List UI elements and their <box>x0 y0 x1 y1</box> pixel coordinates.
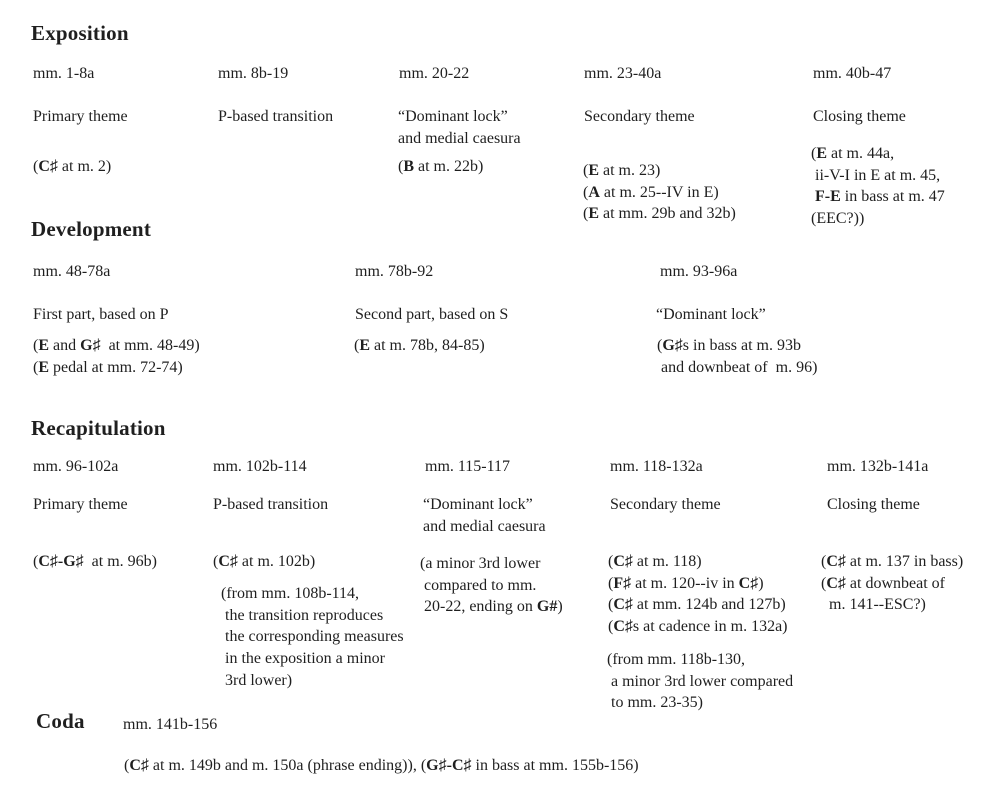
recapitulation-col3-notes <box>420 553 563 618</box>
text-line: “Dominant lock” <box>656 306 766 323</box>
recapitulation-col5-theme <box>827 494 920 516</box>
text-line: compared to mm. <box>420 576 537 594</box>
text-line: 20-22, ending on G#) <box>420 598 563 616</box>
development-col3-theme <box>656 304 766 326</box>
text-line: (C♯ at m. 2) <box>33 158 112 175</box>
text-line: (a minor 3rd lower <box>420 555 541 572</box>
text-line: First part, based on P <box>33 306 169 323</box>
exposition-col3-theme <box>398 106 521 149</box>
text-line: (E at mm. 29b and 32b) <box>583 205 736 223</box>
recapitulation-col2-measures: mm. 102b-114 <box>213 458 307 475</box>
recapitulation-col5-measures: mm. 132b-141a <box>827 458 929 475</box>
exposition-col5-theme <box>813 106 906 128</box>
text-line: Secondary theme <box>584 108 695 125</box>
text-line: (C♯ at m. 149b and m. 150a (phrase ending)), (G♯-C♯ in bass at mm. 155b-156) <box>124 757 639 774</box>
text-line: (C♯s at cadence in m. 132a) <box>608 618 788 636</box>
text-line: (E pedal at mm. 72-74) <box>33 358 183 376</box>
development-col2-measures: mm. 78b-92 <box>355 263 434 280</box>
text-line: Second part, based on S <box>355 306 509 323</box>
text-line: (A at m. 25--IV in E) <box>583 183 719 201</box>
development-col2-notes <box>354 335 485 357</box>
text-line: (from mm. 118b-130, <box>607 651 746 668</box>
text-line: the transition reproduces <box>221 606 384 624</box>
text-line: (E at m. 78b, 84-85) <box>354 337 485 354</box>
recapitulation-col3-measures: mm. 115-117 <box>425 458 511 475</box>
exposition-col4-measures: mm. 23-40a <box>584 65 662 82</box>
text-line: (C♯ at m. 137 in bass) <box>821 553 964 570</box>
text-line: (EEC?)) <box>811 210 865 228</box>
coda-notes <box>124 755 639 777</box>
exposition-col1-theme <box>33 106 128 128</box>
text-line: Primary theme <box>33 496 128 513</box>
recapitulation-col1-theme <box>33 494 128 516</box>
text-line: 3rd lower) <box>221 671 293 689</box>
exposition-col2-measures: mm. 8b-19 <box>218 65 289 82</box>
text-line: m. 141--ESC?) <box>821 596 926 614</box>
text-line: and medial caesura <box>423 517 546 535</box>
text-line: (C♯ at downbeat of <box>821 574 945 592</box>
text-line: (E and G♯ at mm. 48-49) <box>33 337 200 354</box>
text-line: and downbeat of m. 96) <box>657 358 818 376</box>
text-line: a minor 3rd lower compared <box>607 672 794 690</box>
section-heading-recapitulation: Recapitulation <box>31 416 166 440</box>
development-col1-measures: mm. 48-78a <box>33 263 111 280</box>
text-line: to mm. 23-35) <box>607 694 703 712</box>
exposition-col2-theme <box>218 106 333 128</box>
text-line: P-based transition <box>213 496 329 513</box>
recapitulation-col4-measures: mm. 118-132a <box>610 458 703 475</box>
text-line: (F♯ at m. 120--iv in C♯) <box>608 574 764 592</box>
text-line: (C♯ at mm. 124b and 127b) <box>608 596 786 614</box>
text-line: Secondary theme <box>610 496 721 513</box>
text-line: in the exposition a minor <box>221 650 385 668</box>
text-line: (C♯-G♯ at m. 96b) <box>33 553 157 570</box>
recapitulation-col2-notes-1 <box>213 551 315 573</box>
exposition-col1-measures: mm. 1-8a <box>33 65 95 82</box>
text-line: the corresponding measures <box>221 628 404 646</box>
text-line: Primary theme <box>33 108 128 125</box>
text-line: (C♯ at m. 118) <box>608 553 702 570</box>
text-line: (B at m. 22b) <box>398 158 484 175</box>
development-col1-theme <box>33 304 169 326</box>
text-line: “Dominant lock” <box>423 496 533 513</box>
text-line: (C♯ at m. 102b) <box>213 553 316 570</box>
coda-measures: mm. 141b-156 <box>123 716 218 733</box>
text-line: P-based transition <box>218 108 334 125</box>
recapitulation-col4-notes-1 <box>608 551 788 638</box>
section-heading-development: Development <box>31 217 152 241</box>
recapitulation-col3-theme <box>423 494 546 537</box>
recapitulation-col4-notes-2 <box>607 649 793 714</box>
text-line: ii-V-I in E at m. 45, <box>811 166 941 184</box>
exposition-col3-notes <box>398 156 483 178</box>
text-line: (G♯s in bass at m. 93b <box>657 337 801 354</box>
section-heading-exposition: Exposition <box>31 21 129 45</box>
text-line: (E at m. 23) <box>583 162 661 179</box>
recapitulation-col5-notes <box>821 551 963 616</box>
exposition-col5-measures: mm. 40b-47 <box>813 65 892 82</box>
recapitulation-col1-notes <box>33 551 157 573</box>
text-line: Closing theme <box>827 496 920 513</box>
text-line: “Dominant lock” <box>398 108 508 125</box>
text-line: (E at m. 44a, <box>811 145 895 162</box>
text-line: and medial caesura <box>398 129 521 147</box>
section-heading-coda: Coda <box>36 709 85 733</box>
exposition-col3-measures: mm. 20-22 <box>399 65 470 82</box>
recapitulation-col4-theme <box>610 494 721 516</box>
development-col3-notes <box>657 335 817 378</box>
text-line: F-E in bass at m. 47 <box>815 188 945 206</box>
recapitulation-col2-notes-2 <box>221 583 404 692</box>
exposition-col1-notes <box>33 156 111 178</box>
text-line: Closing theme <box>813 108 906 125</box>
exposition-col4-notes <box>583 160 736 225</box>
exposition-col5-notes <box>811 143 945 230</box>
recapitulation-col2-theme <box>213 494 328 516</box>
development-col1-notes <box>33 335 200 378</box>
development-col3-measures: mm. 93-96a <box>660 263 738 280</box>
exposition-col4-theme <box>584 106 695 128</box>
development-col2-theme <box>355 304 508 326</box>
text-line: (from mm. 108b-114, <box>221 585 360 602</box>
recapitulation-col1-measures: mm. 96-102a <box>33 458 119 475</box>
